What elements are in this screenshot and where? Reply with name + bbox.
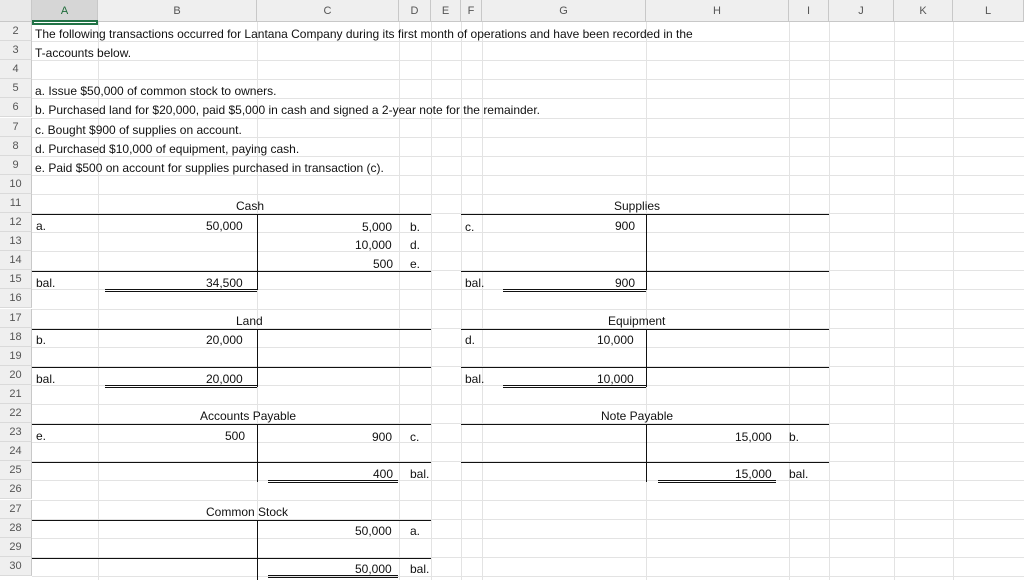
intro-line-2[interactable]: T-accounts below.	[35, 46, 132, 60]
column-header-l[interactable]: L	[953, 0, 1024, 22]
row-header[interactable]: 25	[0, 461, 32, 480]
ap-credit-label[interactable]: c.	[410, 430, 420, 444]
cs-bal-underline-2	[268, 577, 398, 578]
row-header[interactable]: 17	[0, 309, 32, 328]
cs-bal-label[interactable]: bal.	[410, 562, 430, 576]
equipment-t-stem	[646, 329, 647, 387]
equipment-t-top	[461, 329, 829, 330]
supplies-t-bottom	[461, 271, 829, 272]
land-t-top	[32, 329, 431, 330]
cash-credit2-label[interactable]: d.	[410, 238, 421, 252]
ap-bal-value[interactable]: 400	[373, 467, 394, 481]
column-header-k[interactable]: K	[894, 0, 953, 22]
row-gridline	[32, 309, 1024, 310]
row-gridline	[32, 347, 1024, 348]
cs-credit-label[interactable]: a.	[410, 524, 421, 538]
supplies-t-top	[461, 214, 829, 215]
np-bal-label[interactable]: bal.	[789, 467, 809, 481]
column-gridline	[953, 22, 954, 580]
row-header[interactable]: 5	[0, 79, 32, 98]
transaction-a[interactable]: a. Issue $50,000 of common stock to owners.	[35, 84, 277, 98]
row-gridline	[32, 251, 1024, 252]
ap-t-bottom	[32, 462, 431, 463]
cash-credit1-label[interactable]: b.	[410, 220, 421, 234]
np-t-stem	[646, 424, 647, 482]
land-bal-underline-2	[105, 387, 257, 388]
row-gridline	[32, 442, 1024, 443]
column-gridline	[789, 22, 790, 580]
column-gridline	[646, 22, 647, 580]
transaction-d[interactable]: d. Purchased $10,000 of equipment, paying cash.	[35, 142, 300, 156]
cash-bal-underline-2	[105, 291, 257, 292]
common-stock-title[interactable]: Common Stock	[206, 505, 289, 519]
row-gridline	[32, 404, 1024, 405]
cs-bal-value[interactable]: 50,000	[355, 562, 392, 576]
row-header[interactable]: 20	[0, 366, 32, 385]
row-gridline	[32, 79, 1024, 80]
column-header-i[interactable]: I	[789, 0, 829, 22]
land-title[interactable]: Land	[236, 314, 263, 328]
land-bal-value[interactable]: 20,000	[206, 372, 243, 386]
row-header[interactable]: 7	[0, 118, 32, 137]
column-gridline	[894, 22, 895, 580]
note-payable-title[interactable]: Note Payable	[601, 409, 674, 423]
row-gridline	[32, 500, 1024, 501]
transaction-e[interactable]: e. Paid $500 on account for supplies purchased in transaction (c).	[35, 161, 384, 175]
row-header[interactable]: 4	[0, 60, 32, 79]
np-credit-value[interactable]: 15,000	[735, 430, 772, 444]
np-bal-underline-2	[658, 482, 776, 483]
cash-bal-value[interactable]: 34,500	[206, 276, 243, 290]
ap-t-stem	[257, 424, 258, 482]
cash-bal-label[interactable]: bal.	[36, 276, 56, 290]
row-header[interactable]: 26	[0, 480, 32, 499]
row-header[interactable]: 10	[0, 175, 32, 194]
equipment-bal-underline-2	[503, 387, 646, 388]
land-t-stem	[257, 329, 258, 387]
cs-t-stem	[257, 520, 258, 580]
row-header[interactable]: 12	[0, 213, 32, 232]
row-gridline	[32, 118, 1024, 119]
equipment-t-bottom	[461, 367, 829, 368]
np-t-top	[461, 424, 829, 425]
row-header[interactable]: 29	[0, 538, 32, 557]
equipment-bal-label[interactable]: bal.	[465, 372, 485, 386]
row-gridline	[32, 232, 1024, 233]
row-gridline	[32, 98, 1024, 99]
row-header[interactable]: 9	[0, 156, 32, 175]
column-header-b[interactable]: B	[98, 0, 257, 22]
supplies-title[interactable]: Supplies	[614, 199, 661, 213]
land-bal-label[interactable]: bal.	[36, 372, 56, 386]
row-header[interactable]: 15	[0, 270, 32, 289]
row-gridline	[32, 576, 1024, 577]
equipment-bal-value[interactable]: 10,000	[597, 372, 634, 386]
supplies-bal-label[interactable]: bal.	[465, 276, 485, 290]
ap-t-top	[32, 424, 431, 425]
row-header[interactable]: 28	[0, 519, 32, 538]
equipment-debit-label[interactable]: d.	[465, 333, 476, 347]
cash-credit2-value[interactable]: 10,000	[355, 238, 392, 252]
row-header[interactable]: 8	[0, 137, 32, 156]
supplies-t-stem	[646, 214, 647, 290]
supplies-debit-value[interactable]: 900	[615, 219, 636, 233]
column-header-c[interactable]: C	[257, 0, 399, 22]
row-header[interactable]: 3	[0, 41, 32, 60]
row-header[interactable]: 2	[0, 22, 32, 41]
cs-t-bottom	[32, 558, 431, 559]
ap-debit-label[interactable]: e.	[36, 429, 47, 443]
land-t-bottom	[32, 367, 431, 368]
cs-credit-value[interactable]: 50,000	[355, 524, 392, 538]
row-header[interactable]: 30	[0, 557, 32, 576]
supplies-bal-value[interactable]: 900	[615, 276, 636, 290]
column-header-g[interactable]: G	[482, 0, 646, 22]
row-gridline	[32, 480, 1024, 481]
selected-cell-indicator	[32, 20, 98, 25]
column-gridline	[829, 22, 830, 580]
row-gridline	[32, 194, 1024, 195]
equipment-debit-value[interactable]: 10,000	[597, 333, 634, 347]
row-header[interactable]: 13	[0, 232, 32, 251]
np-bal-value[interactable]: 15,000	[735, 467, 772, 481]
supplies-bal-underline-2	[503, 291, 646, 292]
row-header[interactable]: 23	[0, 423, 32, 442]
column-header-e[interactable]: E	[431, 0, 461, 22]
row-header[interactable]: 22	[0, 404, 32, 423]
transaction-c[interactable]: c. Bought $900 of supplies on account.	[35, 123, 242, 137]
cash-t-bottom	[32, 271, 431, 272]
row-header[interactable]: 14	[0, 251, 32, 270]
np-credit-label[interactable]: b.	[789, 430, 800, 444]
column-header-d[interactable]: D	[399, 0, 431, 22]
cash-debit-value[interactable]: 50,000	[206, 219, 243, 233]
land-debit-label[interactable]: b.	[36, 333, 47, 347]
row-header[interactable]: 21	[0, 385, 32, 404]
select-all-corner[interactable]	[0, 0, 32, 22]
row-header[interactable]: 6	[0, 98, 32, 117]
ap-bal-underline-2	[268, 482, 398, 483]
row-gridline	[32, 538, 1024, 539]
cash-t-stem	[257, 214, 258, 290]
row-header[interactable]: 18	[0, 328, 32, 347]
row-header[interactable]: 11	[0, 194, 32, 213]
row-header[interactable]: 27	[0, 500, 32, 519]
cash-title[interactable]: Cash	[236, 199, 265, 213]
row-gridline	[32, 41, 1024, 42]
intro-line-1[interactable]: The following transactions occurred for Lantana Company during its first month of operations and have been recorded in the	[35, 27, 693, 41]
column-header-f[interactable]: F	[461, 0, 482, 22]
ap-debit-value[interactable]: 500	[225, 429, 246, 443]
transaction-b[interactable]: b. Purchased land for $20,000, paid $5,000 in cash and signed a 2-year note for the remainder.	[35, 103, 541, 117]
cash-credit3-value[interactable]: 500	[373, 257, 394, 271]
accounts-payable-title[interactable]: Accounts Payable	[200, 409, 297, 423]
cash-credit3-label[interactable]: e.	[410, 257, 421, 271]
equipment-title[interactable]: Equipment	[608, 314, 666, 328]
column-header-a[interactable]: A	[32, 0, 98, 22]
ap-credit-value[interactable]: 900	[372, 430, 393, 444]
supplies-debit-label[interactable]: c.	[465, 220, 475, 234]
row-gridline	[32, 60, 1024, 61]
cash-credit1-value[interactable]: 5,000	[362, 220, 393, 234]
ap-bal-label[interactable]: bal.	[410, 467, 430, 481]
row-header[interactable]: 24	[0, 442, 32, 461]
column-header-h[interactable]: H	[646, 0, 789, 22]
column-header-j[interactable]: J	[829, 0, 894, 22]
np-t-bottom	[461, 462, 829, 463]
row-header[interactable]: 16	[0, 289, 32, 308]
cash-t-top	[32, 214, 431, 215]
cs-t-top	[32, 520, 431, 521]
row-header[interactable]: 19	[0, 347, 32, 366]
cash-debit-label[interactable]: a.	[36, 219, 47, 233]
land-debit-value[interactable]: 20,000	[206, 333, 243, 347]
